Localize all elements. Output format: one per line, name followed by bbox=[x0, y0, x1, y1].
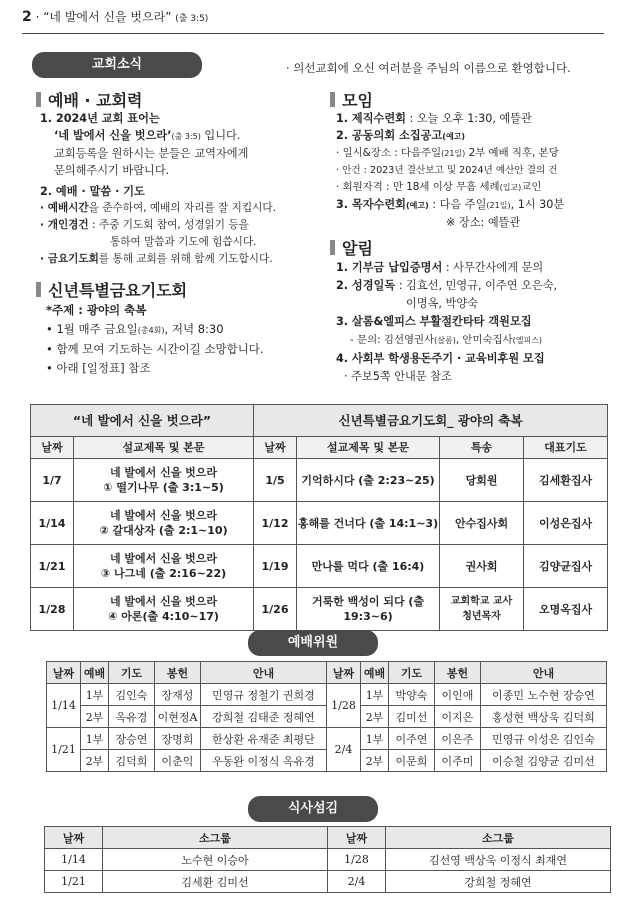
bible-reading-text: : 김효선, 민영규, 이주연 오은숙, bbox=[395, 279, 558, 292]
cell-guide: 우동완 이정식 옥유경 bbox=[201, 750, 327, 772]
meeting-l6b: (예고) bbox=[405, 201, 429, 210]
meeting-l6d: (21일) bbox=[486, 201, 511, 210]
newyear-heading bbox=[36, 278, 187, 301]
newyear-b1-count: (총4회) bbox=[137, 326, 165, 335]
cell-special: 안수집사회 bbox=[440, 502, 524, 545]
cell-service: 2부 bbox=[81, 750, 109, 772]
cell-pray: 옥유경 bbox=[109, 706, 155, 728]
worship-line-3: 교회등록을 원하시는 분들은 교역자에게 bbox=[54, 147, 249, 160]
cell-pray: 장승연 bbox=[109, 728, 155, 750]
meeting-l3b: (21일) bbox=[441, 149, 466, 158]
header-divider bbox=[22, 33, 604, 34]
special-group-a: 교회학교 교사 bbox=[450, 596, 513, 607]
meeting-line-1 bbox=[336, 110, 564, 127]
cell-date: 1/28 bbox=[31, 588, 74, 631]
meal-label: 식사섬김 bbox=[248, 796, 378, 822]
cell-date: 1/21 bbox=[45, 871, 103, 893]
friday-prayer-text: 를 통해 교회를 위해 함께 기도합시다. bbox=[98, 253, 273, 265]
staff-retreat-label: 1. 제직수련회 bbox=[336, 112, 406, 125]
col-date: 날짜 bbox=[328, 827, 386, 849]
table-row bbox=[47, 684, 607, 706]
shepherd-retreat-label: 3. 목자수련회 bbox=[336, 198, 406, 211]
col-group: 소그룹 bbox=[103, 827, 328, 849]
cell-date: 1/14 bbox=[45, 849, 103, 871]
assembly-tag: (예고) bbox=[442, 132, 466, 141]
sermon-title: 네 발에서 신을 벗으라 bbox=[109, 466, 218, 479]
col-date: 날짜 bbox=[327, 662, 361, 684]
meal-table bbox=[44, 826, 611, 893]
cell-sermon: 만나를 먹다 (출 16:4) bbox=[297, 545, 440, 588]
meeting-line-2 bbox=[336, 127, 564, 145]
worship-line-5: 2. 예배 · 말씀 · 기도 bbox=[40, 185, 145, 198]
newyear-b1-time: , 저녁 8:30 bbox=[164, 322, 224, 336]
cell-sermon bbox=[297, 588, 440, 631]
cell-group: 김선영 백상욱 이정식 최재연 bbox=[386, 849, 611, 871]
meeting-l5a: · 회원자격 : 만 18세 이상 무흠 세례 bbox=[336, 181, 500, 193]
news-label: 교회소식 bbox=[32, 52, 202, 78]
worship-heading bbox=[36, 88, 143, 111]
heading-bar bbox=[36, 92, 41, 107]
cell-sermon bbox=[74, 588, 254, 631]
meeting-line-5 bbox=[336, 179, 564, 196]
cell-offering: 이춘익 bbox=[155, 750, 201, 772]
cell-pray: 박양숙 bbox=[389, 684, 435, 706]
col-date: 날짜 bbox=[254, 437, 297, 459]
cell-special: 당회원 bbox=[440, 459, 524, 502]
motto-suffix: 입니다. bbox=[200, 129, 241, 142]
friday-prayer-label: · 금요기도회 bbox=[40, 253, 99, 265]
meeting-line-7: ※ 장소: 예뜰관 bbox=[446, 216, 521, 229]
notice-line-7: · 주보5쪽 안내문 참조 bbox=[344, 370, 452, 383]
notice-line-2 bbox=[336, 277, 557, 295]
page-header bbox=[22, 8, 208, 25]
newyear-b1-text: • 1월 매주 금요일 bbox=[46, 322, 138, 336]
col-service: 예배 bbox=[361, 662, 389, 684]
meeting-line-4: · 안건 : 2023년 결산보고 및 2024년 예산안 결의 건 bbox=[336, 165, 558, 176]
notice-body bbox=[336, 259, 557, 386]
cell-sermon: 홍해를 건너다 (출 14:1~3) bbox=[297, 502, 440, 545]
bible-reading-label: 2. 성경일독 bbox=[336, 279, 396, 292]
cell-date: 1/5 bbox=[254, 459, 297, 502]
meeting-line-6 bbox=[336, 196, 564, 214]
cell-date: 1/19 bbox=[254, 545, 297, 588]
cell-date: 2/4 bbox=[328, 871, 386, 893]
newyear-body bbox=[46, 301, 264, 378]
notice-l5a: - 문의: 김선영권사 bbox=[350, 334, 435, 346]
cell-guide: 강희철 김태준 정혜연 bbox=[201, 706, 327, 728]
table-row bbox=[45, 871, 611, 893]
newyear-bullet-3: • 아래 [일정표] 참조 bbox=[46, 361, 151, 375]
newyear-bullet-1 bbox=[46, 320, 264, 340]
sermon-title: 거룩한 백성이 되다 (출 bbox=[311, 595, 425, 608]
sermon-schedule-table bbox=[30, 404, 608, 631]
col-offering: 봉헌 bbox=[155, 662, 201, 684]
motto-ref: (출 3:5) bbox=[171, 132, 201, 141]
cell-guide: 한상환 유재준 최평단 bbox=[201, 728, 327, 750]
cell-offering: 이은주 bbox=[435, 728, 481, 750]
cell-service: 1부 bbox=[81, 684, 109, 706]
cell-sermon: 기억하시다 (출 2:23~25) bbox=[297, 459, 440, 502]
cell-service: 1부 bbox=[81, 728, 109, 750]
committee-table bbox=[46, 661, 607, 772]
cell-guide: 민영규 이성은 김인숙 bbox=[481, 728, 607, 750]
col-date: 날짜 bbox=[31, 437, 74, 459]
cell-prayer: 김세환집사 bbox=[524, 459, 608, 502]
devotion-text: : 주중 기도회 참여, 성경읽기 등을 bbox=[88, 219, 249, 231]
table-row bbox=[31, 545, 608, 588]
notice-l5b: (살롬) bbox=[434, 336, 456, 345]
welcome-text: · 의선교회에 오신 여러분을 주님의 이름으로 환영합니다. bbox=[286, 61, 571, 75]
sermon-text: ③ 나그네 (출 2:16~22) bbox=[100, 567, 227, 580]
cell-date: 1/21 bbox=[31, 545, 74, 588]
table-row bbox=[31, 502, 608, 545]
col-guide: 안내 bbox=[481, 662, 607, 684]
notice-line-4: 3. 살롬&엘피스 부활절칸타타 객원모집 bbox=[336, 315, 532, 328]
receipt-label: 1. 기부금 납입증명서 bbox=[336, 261, 443, 274]
worship-heading-text: 예배 · 교회력 bbox=[48, 91, 143, 110]
cell-pray: 김미선 bbox=[389, 706, 435, 728]
worship-line-8: 통하여 말씀과 기도에 힘씁시다. bbox=[110, 236, 257, 248]
cell-offering: 이현정A bbox=[155, 706, 201, 728]
worship-line-6 bbox=[40, 200, 276, 217]
schedule-head-right: 신년특별금요기도회_ 광야의 축복 bbox=[254, 405, 608, 437]
meeting-l5b: (입교) bbox=[499, 183, 522, 192]
cell-guide: 이종민 노수현 장승연 bbox=[481, 684, 607, 706]
table-row bbox=[47, 728, 607, 750]
cell-sermon bbox=[74, 459, 254, 502]
col-special-song: 특송 bbox=[440, 437, 524, 459]
page-number: 2 bbox=[22, 9, 32, 25]
cell-special: 권사회 bbox=[440, 545, 524, 588]
cell-offering: 장명희 bbox=[155, 728, 201, 750]
cell-group: 강희철 정혜연 bbox=[386, 871, 611, 893]
committee-label: 예배위원 bbox=[248, 630, 378, 656]
col-prayer: 대표기도 bbox=[524, 437, 608, 459]
sermon-text: ④ 아론(출 4:10~17) bbox=[108, 610, 219, 623]
worship-line-4: 문의해주시기 바랍니다. bbox=[54, 164, 170, 177]
devotion-label: · 개인경건 bbox=[40, 219, 89, 231]
worship-line-1: 1. 2024년 교회 표어는 bbox=[40, 112, 160, 125]
newyear-heading-text: 신년특별금요기도회 bbox=[48, 281, 188, 300]
cell-date: 1/12 bbox=[254, 502, 297, 545]
receipt-text: : 사무간사에게 문의 bbox=[442, 261, 544, 274]
cell-date: 1/26 bbox=[254, 588, 297, 631]
newyear-bullet-2: • 함께 모여 기도하는 시간이길 소망합니다. bbox=[46, 342, 264, 356]
meeting-l6e: , 1시 30분 bbox=[510, 198, 565, 211]
assembly-label: 2. 공동의회 소집공고 bbox=[336, 129, 443, 142]
worship-line-9 bbox=[40, 251, 276, 268]
table-row bbox=[31, 459, 608, 502]
motto-text: ‘네 발에서 신을 벗으라’ bbox=[54, 129, 172, 142]
page-title-ref: (출 3:5) bbox=[175, 14, 209, 24]
sermon-title: 네 발에서 신을 벗으라 bbox=[109, 595, 218, 608]
cell-guide: 이승철 김양균 김미선 bbox=[481, 750, 607, 772]
col-sermon: 설교제목 및 본문 bbox=[297, 437, 440, 459]
cell-pray: 이문희 bbox=[389, 750, 435, 772]
cell-prayer: 오명옥집사 bbox=[524, 588, 608, 631]
cell-service: 2부 bbox=[361, 750, 389, 772]
notice-heading bbox=[330, 236, 373, 259]
col-offering: 봉헌 bbox=[435, 662, 481, 684]
col-sermon: 설교제목 및 본문 bbox=[74, 437, 254, 459]
meeting-l6c: : 다음 주일 bbox=[428, 198, 487, 211]
worship-line-7 bbox=[40, 217, 276, 234]
cell-sermon bbox=[74, 545, 254, 588]
cell-date: 1/28 bbox=[328, 849, 386, 871]
table-row bbox=[31, 588, 608, 631]
special-group-b: 청년목자 bbox=[462, 611, 501, 622]
sermon-title: 네 발에서 신을 벗으라 bbox=[109, 552, 218, 565]
worship-body bbox=[40, 110, 276, 268]
cell-prayer: 이성은집사 bbox=[524, 502, 608, 545]
cell-date: 1/14 bbox=[47, 684, 81, 728]
notice-heading-text: 알림 bbox=[342, 239, 373, 258]
meeting-l5c: 교인 bbox=[521, 181, 542, 193]
meeting-l3a: · 일시&장소 : 다음주일 bbox=[336, 147, 442, 159]
cell-group: 노수현 이승아 bbox=[103, 849, 328, 871]
sermon-text: 19:3~6) bbox=[343, 610, 393, 623]
cell-service: 2부 bbox=[81, 706, 109, 728]
cell-pray: 이주연 bbox=[389, 728, 435, 750]
cell-sermon bbox=[74, 502, 254, 545]
sermon-title: 네 발에서 신을 벗으라 bbox=[109, 509, 218, 522]
cell-date: 1/14 bbox=[31, 502, 74, 545]
sermon-text: ① 떨기나무 (출 3:1~5) bbox=[103, 481, 224, 494]
meeting-l3c: 2부 예배 직후, 본당 bbox=[465, 147, 559, 159]
heading-bar bbox=[36, 282, 41, 297]
col-guide: 안내 bbox=[201, 662, 327, 684]
cell-offering: 이지은 bbox=[435, 706, 481, 728]
col-group: 소그룹 bbox=[386, 827, 611, 849]
heading-bar bbox=[330, 240, 335, 255]
table-row bbox=[45, 849, 611, 871]
worship-time-label: · 예배시간 bbox=[40, 202, 89, 214]
cell-date: 2/4 bbox=[327, 728, 361, 772]
cell-date: 1/21 bbox=[47, 728, 81, 772]
cell-pray: 김덕희 bbox=[109, 750, 155, 772]
col-pray: 기도 bbox=[389, 662, 435, 684]
page-title: · “네 발에서 신을 벗으라” bbox=[35, 10, 172, 24]
staff-retreat-text: : 오늘 오후 1:30, 예뜰관 bbox=[405, 112, 532, 125]
schedule-head-left: “네 발에서 신을 벗으라” bbox=[31, 405, 254, 437]
col-date: 날짜 bbox=[45, 827, 103, 849]
cell-group: 김세환 김미선 bbox=[103, 871, 328, 893]
cell-prayer: 김양균집사 bbox=[524, 545, 608, 588]
cell-pray: 김인숙 bbox=[109, 684, 155, 706]
cell-guide: 민영규 정철기 권희경 bbox=[201, 684, 327, 706]
notice-line-6: 4. 사회부 학생용돈주기 · 교육비후원 모집 bbox=[336, 352, 545, 365]
meeting-line-3 bbox=[336, 145, 564, 162]
col-pray: 기도 bbox=[109, 662, 155, 684]
meeting-heading bbox=[330, 88, 373, 111]
col-date: 날짜 bbox=[47, 662, 81, 684]
col-service: 예배 bbox=[81, 662, 109, 684]
notice-line-1 bbox=[336, 259, 557, 277]
cell-guide: 홍성현 백상욱 김덕희 bbox=[481, 706, 607, 728]
cell-special bbox=[440, 588, 524, 631]
heading-bar bbox=[330, 92, 335, 107]
cell-offering: 이주미 bbox=[435, 750, 481, 772]
notice-line-5 bbox=[336, 331, 557, 350]
sermon-text: ② 갈대상자 (출 2:1~10) bbox=[99, 524, 228, 537]
meeting-body bbox=[336, 110, 564, 231]
cell-date: 1/7 bbox=[31, 459, 74, 502]
worship-time-text: 을 준수하여, 예배의 자리를 잘 지킵시다. bbox=[88, 202, 276, 214]
cell-offering: 장재성 bbox=[155, 684, 201, 706]
notice-line-3: 이명옥, 박양숙 bbox=[406, 297, 478, 310]
cell-date: 1/28 bbox=[327, 684, 361, 728]
worship-line-2 bbox=[40, 127, 276, 145]
notice-l5c: , 안미숙집사 bbox=[455, 334, 513, 346]
cell-service: 2부 bbox=[361, 706, 389, 728]
cell-offering: 이인애 bbox=[435, 684, 481, 706]
meeting-heading-text: 모임 bbox=[342, 91, 373, 110]
cell-service: 1부 bbox=[361, 728, 389, 750]
notice-l5d: (엘피스) bbox=[512, 336, 543, 345]
cell-service: 1부 bbox=[361, 684, 389, 706]
newyear-theme: *주제 : 광야의 축복 bbox=[46, 303, 147, 317]
